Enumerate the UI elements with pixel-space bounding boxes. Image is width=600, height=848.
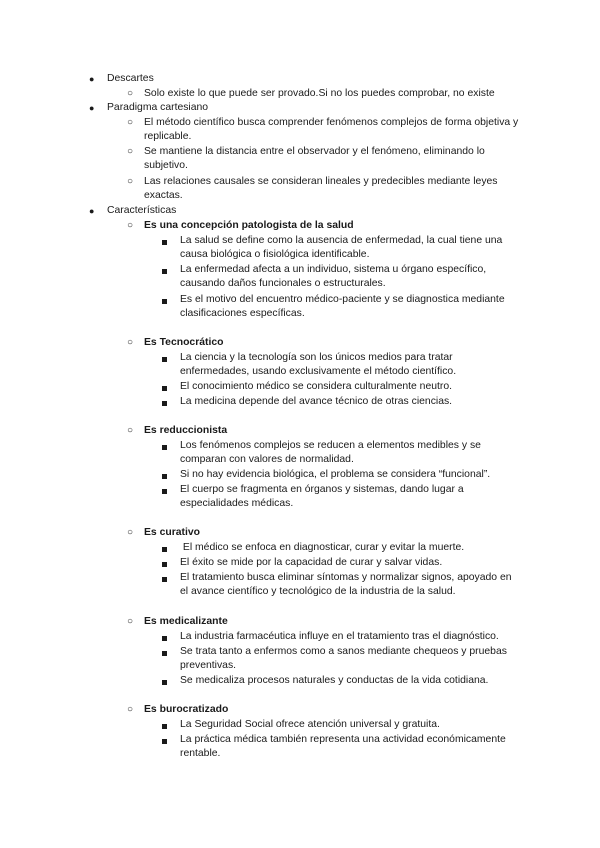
bullet-square-icon (162, 299, 167, 304)
bullet-square-icon (162, 474, 167, 479)
list-item: Se mantiene la distancia entre el observador y el fenómeno, eliminando lo subjetivo. (144, 146, 485, 171)
list-item: El conocimiento médico se considera culturalmente neutro. (180, 381, 453, 392)
list-item: El éxito se mide por la capacidad de curar y salvar vidas. (180, 557, 443, 568)
list-item: El médico se enfoca en diagnosticar, curar y evitar la muerte. (180, 542, 465, 553)
section-heading: Es Tecnocrático (144, 337, 224, 348)
list-item: Los fenómenos complejos se reducen a elementos medibles y se comparan con valores de normalidad. (180, 440, 481, 465)
bullet-disc-icon: ● (89, 74, 95, 84)
bullet-circle-icon: ○ (127, 176, 134, 187)
list-item: La Seguridad Social ofrece atención universal y gratuita. (180, 719, 440, 730)
list-item: Se trata tanto a enfermos como a sanos mediante chequeos y pruebas preventivas. (180, 646, 507, 671)
section-heading: Es curativo (144, 527, 201, 538)
bullet-square-icon (162, 651, 167, 656)
list-item-title: Características (107, 205, 177, 216)
bullet-square-icon (162, 240, 167, 245)
bullet-square-icon (162, 489, 167, 494)
bullet-square-icon (162, 401, 167, 406)
bullet-circle-icon: ○ (127, 117, 134, 128)
bullet-square-icon (162, 357, 167, 362)
bullet-circle-icon: ○ (127, 220, 134, 231)
bullet-disc-icon: ● (89, 206, 95, 216)
list-item: La salud se define como la ausencia de enfermedad, la cual tiene una causa biológica o fisiológica identificable. (180, 235, 503, 260)
bullet-circle-icon: ○ (127, 88, 134, 99)
section-heading: Es una concepción patologista de la salud (144, 220, 354, 231)
bullet-square-icon (162, 547, 167, 552)
bullet-circle-icon: ○ (127, 337, 134, 348)
bullet-square-icon (162, 562, 167, 567)
list-item: Se medicaliza procesos naturales y conductas de la vida cotidiana. (180, 675, 489, 686)
list-item: La industria farmacéutica influye en el tratamiento tras el diagnóstico. (180, 631, 499, 642)
list-item: Si no hay evidencia biológica, el problema se considera “funcional”. (180, 469, 491, 480)
bullet-square-icon (162, 269, 167, 274)
bullet-square-icon (162, 577, 167, 582)
list-item: La ciencia y la tecnología son los únicos medios para tratar enfermedades, usando exclusivamente el método científico. (180, 352, 457, 377)
list-item: Es el motivo del encuentro médico-paciente y se diagnostica mediante clasificaciones específicas. (180, 294, 505, 319)
list-item: Solo existe lo que puede ser provado.Si no los puedes comprobar, no existe (144, 88, 495, 99)
bullet-circle-icon: ○ (127, 527, 134, 538)
bullet-square-icon (162, 739, 167, 744)
bullet-circle-icon: ○ (127, 616, 134, 627)
bullet-square-icon (162, 724, 167, 729)
bullet-circle-icon: ○ (127, 146, 134, 157)
list-item-title: Paradigma cartesiano (107, 102, 209, 113)
section-heading: Es medicalizante (144, 616, 228, 627)
bullet-square-icon (162, 636, 167, 641)
list-item: El método científico busca comprender fenómenos complejos de forma objetiva y replicable. (144, 117, 519, 142)
list-item: La práctica médica también representa una actividad económicamente rentable. (180, 734, 506, 759)
bullet-disc-icon: ● (89, 103, 95, 113)
bullet-square-icon (162, 386, 167, 391)
list-item: El tratamiento busca eliminar síntomas y normalizar signos, apoyado en el avance científico y tecnológico de la industria de la salud. (180, 572, 512, 597)
section-heading: Es reduccionista (144, 425, 228, 436)
bullet-circle-icon: ○ (127, 704, 134, 715)
list-item: La medicina depende del avance técnico de otras ciencias. (180, 396, 453, 407)
list-item-title: Descartes (107, 73, 154, 84)
list-item: La enfermedad afecta a un individuo, sistema u órgano específico, causando daños funcionales o estructurales. (180, 264, 487, 289)
section-heading: Es burocratizado (144, 704, 229, 715)
list-item: Las relaciones causales se consideran lineales y predecibles mediante leyes exactas. (144, 176, 498, 201)
bullet-square-icon (162, 680, 167, 685)
list-item: El cuerpo se fragmenta en órganos y sistemas, dando lugar a especialidades médicas. (180, 484, 464, 509)
bullet-square-icon (162, 445, 167, 450)
bullet-circle-icon: ○ (127, 425, 134, 436)
